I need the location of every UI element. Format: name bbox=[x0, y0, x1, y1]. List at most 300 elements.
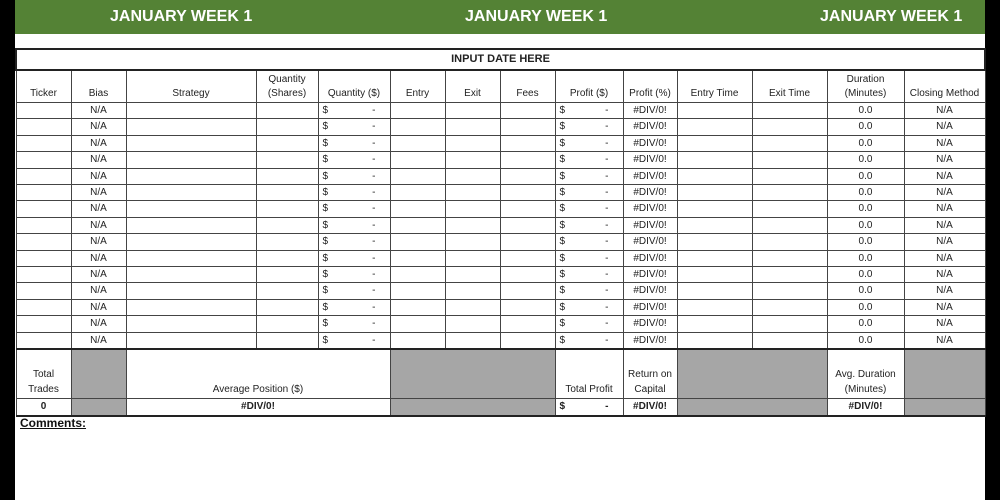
exit-time-cell[interactable] bbox=[752, 201, 827, 217]
date-input-title[interactable]: INPUT DATE HERE bbox=[16, 49, 985, 70]
week-header-bar bbox=[15, 0, 985, 34]
strategy-cell[interactable] bbox=[126, 152, 256, 168]
entry-cell[interactable] bbox=[390, 299, 445, 315]
exit-time-cell[interactable] bbox=[752, 217, 827, 233]
strategy-cell[interactable] bbox=[126, 168, 256, 184]
profit-dollars-cell[interactable] bbox=[555, 185, 623, 201]
summary-filler bbox=[677, 349, 827, 399]
closing-method-cell[interactable]: N/A bbox=[904, 234, 985, 250]
amount: - bbox=[605, 318, 609, 330]
exit-cell[interactable] bbox=[445, 185, 500, 201]
fees-cell[interactable] bbox=[500, 299, 555, 315]
bias-cell[interactable]: N/A bbox=[71, 283, 126, 299]
entry-time-cell[interactable] bbox=[677, 283, 752, 299]
profit-pct-cell[interactable]: #DIV/0! bbox=[623, 217, 677, 233]
ticker-cell[interactable] bbox=[16, 299, 71, 315]
entry-time-cell[interactable] bbox=[677, 267, 752, 283]
avg-duration-value[interactable]: #DIV/0! bbox=[827, 399, 904, 416]
ticker-cell[interactable] bbox=[16, 332, 71, 349]
amount: - bbox=[605, 187, 609, 199]
strategy-cell[interactable] bbox=[126, 267, 256, 283]
amount: - bbox=[372, 219, 376, 231]
duration-cell[interactable]: 0.0 bbox=[827, 217, 904, 233]
currency-symbol: $ bbox=[559, 170, 566, 182]
profit-pct-cell[interactable]: #DIV/0! bbox=[623, 299, 677, 315]
fees-cell[interactable] bbox=[500, 201, 555, 217]
entry-time-cell[interactable] bbox=[677, 332, 752, 349]
currency-symbol: $ bbox=[322, 334, 329, 346]
entry-time-cell[interactable] bbox=[677, 299, 752, 315]
profit-dollars-cell[interactable] bbox=[555, 267, 623, 283]
col-exit-time: Exit Time bbox=[752, 70, 827, 103]
amount: - bbox=[372, 105, 376, 116]
bias-cell[interactable]: N/A bbox=[71, 316, 126, 332]
quantity-shares-cell[interactable] bbox=[256, 267, 318, 283]
profit-pct-cell[interactable]: #DIV/0! bbox=[623, 168, 677, 184]
table-row bbox=[16, 217, 985, 233]
profit-dollars-cell[interactable] bbox=[555, 250, 623, 266]
amount: - bbox=[372, 269, 376, 281]
quantity-dollars-cell[interactable] bbox=[318, 168, 390, 184]
quantity-dollars-cell[interactable] bbox=[318, 299, 390, 315]
fees-cell[interactable] bbox=[500, 119, 555, 135]
fees-cell[interactable] bbox=[500, 135, 555, 151]
currency-symbol: $ bbox=[322, 121, 329, 133]
week-title-right: JANUARY WEEK 1 bbox=[820, 8, 963, 25]
quantity-shares-cell[interactable] bbox=[256, 332, 318, 349]
closing-method-cell[interactable]: N/A bbox=[904, 201, 985, 217]
entry-time-cell[interactable] bbox=[677, 152, 752, 168]
exit-cell[interactable] bbox=[445, 283, 500, 299]
amount: - bbox=[372, 121, 376, 133]
amount: - bbox=[605, 401, 609, 413]
exit-cell[interactable] bbox=[445, 332, 500, 349]
exit-cell[interactable] bbox=[445, 234, 500, 250]
table-row bbox=[16, 299, 985, 315]
strategy-cell[interactable] bbox=[126, 185, 256, 201]
fees-cell[interactable] bbox=[500, 234, 555, 250]
currency-symbol: $ bbox=[322, 301, 329, 313]
currency-symbol: $ bbox=[559, 285, 566, 297]
column-header-row bbox=[16, 70, 985, 103]
quantity-shares-cell[interactable] bbox=[256, 135, 318, 151]
total-trades-label: Total Trades bbox=[16, 349, 71, 399]
bias-cell[interactable]: N/A bbox=[71, 103, 126, 119]
col-quantity-shares: Quantity (Shares) bbox=[256, 70, 318, 103]
profit-dollars-cell[interactable] bbox=[555, 217, 623, 233]
summary-filler bbox=[390, 399, 555, 416]
entry-cell[interactable] bbox=[390, 250, 445, 266]
profit-dollars-cell[interactable] bbox=[555, 283, 623, 299]
currency-symbol: $ bbox=[559, 236, 566, 248]
quantity-shares-cell[interactable] bbox=[256, 250, 318, 266]
ticker-cell[interactable] bbox=[16, 168, 71, 184]
amount: - bbox=[605, 285, 609, 297]
fees-cell[interactable] bbox=[500, 168, 555, 184]
ticker-cell[interactable] bbox=[16, 119, 71, 135]
closing-method-cell[interactable]: N/A bbox=[904, 103, 985, 119]
duration-cell[interactable]: 0.0 bbox=[827, 119, 904, 135]
ticker-cell[interactable] bbox=[16, 103, 71, 119]
profit-dollars-cell[interactable] bbox=[555, 135, 623, 151]
quantity-dollars-cell[interactable] bbox=[318, 234, 390, 250]
exit-cell[interactable] bbox=[445, 103, 500, 119]
currency-symbol: $ bbox=[322, 318, 329, 330]
quantity-shares-cell[interactable] bbox=[256, 168, 318, 184]
quantity-dollars-cell[interactable] bbox=[318, 119, 390, 135]
duration-cell[interactable]: 0.0 bbox=[827, 168, 904, 184]
profit-pct-cell[interactable]: #DIV/0! bbox=[623, 267, 677, 283]
col-ticker: Ticker bbox=[16, 70, 71, 103]
quantity-dollars-cell[interactable] bbox=[318, 185, 390, 201]
bias-cell[interactable]: N/A bbox=[71, 119, 126, 135]
duration-cell[interactable]: 0.0 bbox=[827, 103, 904, 119]
exit-cell[interactable] bbox=[445, 135, 500, 151]
quantity-shares-cell[interactable] bbox=[256, 201, 318, 217]
strategy-cell[interactable] bbox=[126, 250, 256, 266]
summary-filler bbox=[390, 349, 555, 399]
ticker-cell[interactable] bbox=[16, 283, 71, 299]
entry-time-cell[interactable] bbox=[677, 168, 752, 184]
currency-symbol: $ bbox=[559, 301, 566, 313]
quantity-dollars-cell[interactable] bbox=[318, 283, 390, 299]
entry-cell[interactable] bbox=[390, 267, 445, 283]
currency-symbol: $ bbox=[322, 105, 329, 116]
ticker-cell[interactable] bbox=[16, 316, 71, 332]
exit-time-cell[interactable] bbox=[752, 168, 827, 184]
entry-time-cell[interactable] bbox=[677, 119, 752, 135]
amount: - bbox=[605, 137, 609, 149]
week-title-center: JANUARY WEEK 1 bbox=[465, 8, 608, 25]
profit-pct-cell[interactable]: #DIV/0! bbox=[623, 185, 677, 201]
profit-dollars-cell[interactable] bbox=[555, 201, 623, 217]
fees-cell[interactable] bbox=[500, 185, 555, 201]
profit-pct-cell[interactable]: #DIV/0! bbox=[623, 103, 677, 119]
col-entry-time: Entry Time bbox=[677, 70, 752, 103]
exit-time-cell[interactable] bbox=[752, 250, 827, 266]
ticker-cell[interactable] bbox=[16, 267, 71, 283]
strategy-cell[interactable] bbox=[126, 283, 256, 299]
strategy-cell[interactable] bbox=[126, 234, 256, 250]
ticker-cell[interactable] bbox=[16, 185, 71, 201]
currency-symbol: $ bbox=[322, 137, 329, 149]
amount: - bbox=[605, 301, 609, 313]
summary-filler bbox=[904, 349, 985, 399]
entry-cell[interactable] bbox=[390, 283, 445, 299]
quantity-dollars-cell[interactable] bbox=[318, 250, 390, 266]
bias-cell[interactable]: N/A bbox=[71, 299, 126, 315]
quantity-dollars-cell[interactable] bbox=[318, 135, 390, 151]
bias-cell[interactable]: N/A bbox=[71, 185, 126, 201]
closing-method-cell[interactable]: N/A bbox=[904, 135, 985, 151]
exit-time-cell[interactable] bbox=[752, 135, 827, 151]
quantity-dollars-cell[interactable] bbox=[318, 152, 390, 168]
comments-label: Comments: bbox=[20, 416, 87, 430]
amount: - bbox=[372, 203, 376, 215]
profit-pct-cell[interactable]: #DIV/0! bbox=[623, 332, 677, 349]
entry-time-cell[interactable] bbox=[677, 234, 752, 250]
exit-time-cell[interactable] bbox=[752, 234, 827, 250]
currency-symbol: $ bbox=[322, 203, 329, 215]
duration-cell[interactable]: 0.0 bbox=[827, 201, 904, 217]
summary-label-row bbox=[16, 349, 985, 399]
entry-cell[interactable] bbox=[390, 185, 445, 201]
strategy-cell[interactable] bbox=[126, 332, 256, 349]
entry-cell[interactable] bbox=[390, 168, 445, 184]
profit-dollars-cell[interactable] bbox=[555, 103, 623, 119]
profit-dollars-cell[interactable] bbox=[555, 119, 623, 135]
currency-symbol: $ bbox=[559, 121, 566, 133]
bias-cell[interactable]: N/A bbox=[71, 234, 126, 250]
profit-pct-cell[interactable]: #DIV/0! bbox=[623, 234, 677, 250]
currency-symbol: $ bbox=[559, 105, 566, 116]
entry-cell[interactable] bbox=[390, 234, 445, 250]
strategy-cell[interactable] bbox=[126, 316, 256, 332]
quantity-dollars-cell[interactable] bbox=[318, 103, 390, 119]
summary-filler bbox=[71, 399, 126, 416]
amount: - bbox=[605, 105, 609, 116]
exit-cell[interactable] bbox=[445, 250, 500, 266]
table-row bbox=[16, 316, 985, 332]
duration-cell[interactable]: 0.0 bbox=[827, 283, 904, 299]
exit-cell[interactable] bbox=[445, 316, 500, 332]
exit-cell[interactable] bbox=[445, 299, 500, 315]
table-row bbox=[16, 332, 985, 349]
profit-pct-cell[interactable]: #DIV/0! bbox=[623, 283, 677, 299]
strategy-cell[interactable] bbox=[126, 103, 256, 119]
col-strategy: Strategy bbox=[126, 70, 256, 103]
closing-method-cell[interactable]: N/A bbox=[904, 332, 985, 349]
summary-filler bbox=[904, 399, 985, 416]
duration-cell[interactable]: 0.0 bbox=[827, 135, 904, 151]
duration-cell[interactable]: 0.0 bbox=[827, 185, 904, 201]
amount: - bbox=[605, 170, 609, 182]
strategy-cell[interactable] bbox=[126, 119, 256, 135]
fees-cell[interactable] bbox=[500, 267, 555, 283]
ticker-cell[interactable] bbox=[16, 234, 71, 250]
quantity-shares-cell[interactable] bbox=[256, 299, 318, 315]
currency-symbol: $ bbox=[559, 269, 566, 281]
profit-dollars-cell[interactable] bbox=[555, 234, 623, 250]
profit-pct-cell[interactable]: #DIV/0! bbox=[623, 152, 677, 168]
currency-symbol: $ bbox=[322, 170, 329, 182]
table-row bbox=[16, 103, 985, 119]
table-row bbox=[16, 119, 985, 135]
currency-symbol: $ bbox=[322, 187, 329, 199]
closing-method-cell[interactable]: N/A bbox=[904, 217, 985, 233]
duration-cell[interactable]: 0.0 bbox=[827, 299, 904, 315]
bias-cell[interactable]: N/A bbox=[71, 152, 126, 168]
exit-time-cell[interactable] bbox=[752, 267, 827, 283]
duration-cell[interactable]: 0.0 bbox=[827, 332, 904, 349]
quantity-shares-cell[interactable] bbox=[256, 152, 318, 168]
col-entry: Entry bbox=[390, 70, 445, 103]
entry-cell[interactable] bbox=[390, 201, 445, 217]
ticker-cell[interactable] bbox=[16, 152, 71, 168]
trade-log-table bbox=[15, 48, 986, 417]
exit-cell[interactable] bbox=[445, 201, 500, 217]
quantity-shares-cell[interactable] bbox=[256, 234, 318, 250]
profit-pct-cell[interactable]: #DIV/0! bbox=[623, 250, 677, 266]
exit-time-cell[interactable] bbox=[752, 316, 827, 332]
bias-cell[interactable]: N/A bbox=[71, 267, 126, 283]
amount: - bbox=[605, 203, 609, 215]
exit-time-cell[interactable] bbox=[752, 119, 827, 135]
entry-cell[interactable] bbox=[390, 217, 445, 233]
spreadsheet bbox=[15, 0, 985, 500]
profit-pct-cell[interactable]: #DIV/0! bbox=[623, 316, 677, 332]
closing-method-cell[interactable]: N/A bbox=[904, 168, 985, 184]
quantity-shares-cell[interactable] bbox=[256, 103, 318, 119]
exit-time-cell[interactable] bbox=[752, 283, 827, 299]
col-quantity-dollars: Quantity ($) bbox=[318, 70, 390, 103]
exit-time-cell[interactable] bbox=[752, 103, 827, 119]
closing-method-cell[interactable]: N/A bbox=[904, 152, 985, 168]
currency-symbol: $ bbox=[322, 269, 329, 281]
currency-symbol: $ bbox=[559, 252, 566, 264]
col-profit-pct: Profit (%) bbox=[623, 70, 677, 103]
duration-cell[interactable]: 0.0 bbox=[827, 152, 904, 168]
entry-time-cell[interactable] bbox=[677, 185, 752, 201]
ticker-cell[interactable] bbox=[16, 250, 71, 266]
entry-cell[interactable] bbox=[390, 135, 445, 151]
currency-symbol: $ bbox=[322, 285, 329, 297]
col-closing-method: Closing Method bbox=[904, 70, 985, 103]
fees-cell[interactable] bbox=[500, 152, 555, 168]
currency-symbol: $ bbox=[322, 236, 329, 248]
table-row bbox=[16, 185, 985, 201]
entry-time-cell[interactable] bbox=[677, 316, 752, 332]
closing-method-cell[interactable]: N/A bbox=[904, 185, 985, 201]
entry-cell[interactable] bbox=[390, 316, 445, 332]
bias-cell[interactable]: N/A bbox=[71, 135, 126, 151]
duration-cell[interactable]: 0.0 bbox=[827, 267, 904, 283]
amount: - bbox=[605, 252, 609, 264]
currency-symbol: $ bbox=[322, 252, 329, 264]
ticker-cell[interactable] bbox=[16, 201, 71, 217]
profit-dollars-cell[interactable] bbox=[555, 332, 623, 349]
duration-cell[interactable]: 0.0 bbox=[827, 316, 904, 332]
amount: - bbox=[605, 219, 609, 231]
profit-dollars-cell[interactable] bbox=[555, 168, 623, 184]
total-trades-value[interactable]: 0 bbox=[16, 399, 71, 416]
currency-symbol: $ bbox=[559, 203, 566, 215]
profit-pct-cell[interactable]: #DIV/0! bbox=[623, 135, 677, 151]
profit-dollars-cell[interactable] bbox=[555, 316, 623, 332]
quantity-dollars-cell[interactable] bbox=[318, 217, 390, 233]
fees-cell[interactable] bbox=[500, 283, 555, 299]
quantity-shares-cell[interactable] bbox=[256, 283, 318, 299]
exit-cell[interactable] bbox=[445, 168, 500, 184]
profit-pct-cell[interactable]: #DIV/0! bbox=[623, 201, 677, 217]
quantity-dollars-cell[interactable] bbox=[318, 316, 390, 332]
entry-cell[interactable] bbox=[390, 152, 445, 168]
amount: - bbox=[372, 285, 376, 297]
table-row bbox=[16, 283, 985, 299]
quantity-shares-cell[interactable] bbox=[256, 119, 318, 135]
profit-dollars-cell[interactable] bbox=[555, 299, 623, 315]
quantity-shares-cell[interactable] bbox=[256, 217, 318, 233]
currency-symbol: $ bbox=[559, 318, 566, 330]
closing-method-cell[interactable]: N/A bbox=[904, 119, 985, 135]
bias-cell[interactable]: N/A bbox=[71, 168, 126, 184]
table-row bbox=[16, 152, 985, 168]
exit-cell[interactable] bbox=[445, 217, 500, 233]
duration-cell[interactable]: 0.0 bbox=[827, 250, 904, 266]
exit-time-cell[interactable] bbox=[752, 152, 827, 168]
strategy-cell[interactable] bbox=[126, 135, 256, 151]
exit-time-cell[interactable] bbox=[752, 185, 827, 201]
bias-cell[interactable]: N/A bbox=[71, 250, 126, 266]
closing-method-cell[interactable]: N/A bbox=[904, 250, 985, 266]
total-profit-value[interactable] bbox=[555, 399, 623, 416]
entry-cell[interactable] bbox=[390, 103, 445, 119]
strategy-cell[interactable] bbox=[126, 299, 256, 315]
average-position-label: Average Position ($) bbox=[126, 349, 390, 399]
profit-dollars-cell[interactable] bbox=[555, 152, 623, 168]
bias-cell[interactable]: N/A bbox=[71, 201, 126, 217]
strategy-cell[interactable] bbox=[126, 201, 256, 217]
return-on-capital-label: Return on Capital bbox=[623, 349, 677, 399]
exit-cell[interactable] bbox=[445, 119, 500, 135]
avg-duration-label: Avg. Duration (Minutes) bbox=[827, 349, 904, 399]
strategy-cell[interactable] bbox=[126, 217, 256, 233]
return-on-capital-value[interactable]: #DIV/0! bbox=[623, 399, 677, 416]
fees-cell[interactable] bbox=[500, 250, 555, 266]
fees-cell[interactable] bbox=[500, 103, 555, 119]
table-row bbox=[16, 234, 985, 250]
table-row bbox=[16, 135, 985, 151]
quantity-dollars-cell[interactable] bbox=[318, 267, 390, 283]
summary-value-row bbox=[16, 399, 985, 416]
exit-time-cell[interactable] bbox=[752, 299, 827, 315]
quantity-dollars-cell[interactable] bbox=[318, 332, 390, 349]
entry-time-cell[interactable] bbox=[677, 201, 752, 217]
fees-cell[interactable] bbox=[500, 316, 555, 332]
entry-cell[interactable] bbox=[390, 332, 445, 349]
average-position-value[interactable]: #DIV/0! bbox=[126, 399, 390, 416]
amount: - bbox=[605, 121, 609, 133]
bias-cell[interactable]: N/A bbox=[71, 332, 126, 349]
profit-pct-cell[interactable]: #DIV/0! bbox=[623, 119, 677, 135]
exit-time-cell[interactable] bbox=[752, 332, 827, 349]
exit-cell[interactable] bbox=[445, 152, 500, 168]
exit-cell[interactable] bbox=[445, 267, 500, 283]
currency-symbol: $ bbox=[559, 137, 566, 149]
closing-method-cell[interactable]: N/A bbox=[904, 283, 985, 299]
quantity-shares-cell[interactable] bbox=[256, 185, 318, 201]
ticker-cell[interactable] bbox=[16, 135, 71, 151]
entry-time-cell[interactable] bbox=[677, 250, 752, 266]
amount: - bbox=[605, 154, 609, 166]
entry-time-cell[interactable] bbox=[677, 135, 752, 151]
entry-time-cell[interactable] bbox=[677, 103, 752, 119]
closing-method-cell[interactable]: N/A bbox=[904, 316, 985, 332]
quantity-dollars-cell[interactable] bbox=[318, 201, 390, 217]
fees-cell[interactable] bbox=[500, 332, 555, 349]
amount: - bbox=[372, 170, 376, 182]
quantity-shares-cell[interactable] bbox=[256, 316, 318, 332]
entry-time-cell[interactable] bbox=[677, 217, 752, 233]
closing-method-cell[interactable]: N/A bbox=[904, 267, 985, 283]
ticker-cell[interactable] bbox=[16, 217, 71, 233]
currency-symbol: $ bbox=[559, 401, 566, 413]
entry-cell[interactable] bbox=[390, 119, 445, 135]
fees-cell[interactable] bbox=[500, 217, 555, 233]
duration-cell[interactable]: 0.0 bbox=[827, 234, 904, 250]
closing-method-cell[interactable]: N/A bbox=[904, 299, 985, 315]
bias-cell[interactable]: N/A bbox=[71, 217, 126, 233]
